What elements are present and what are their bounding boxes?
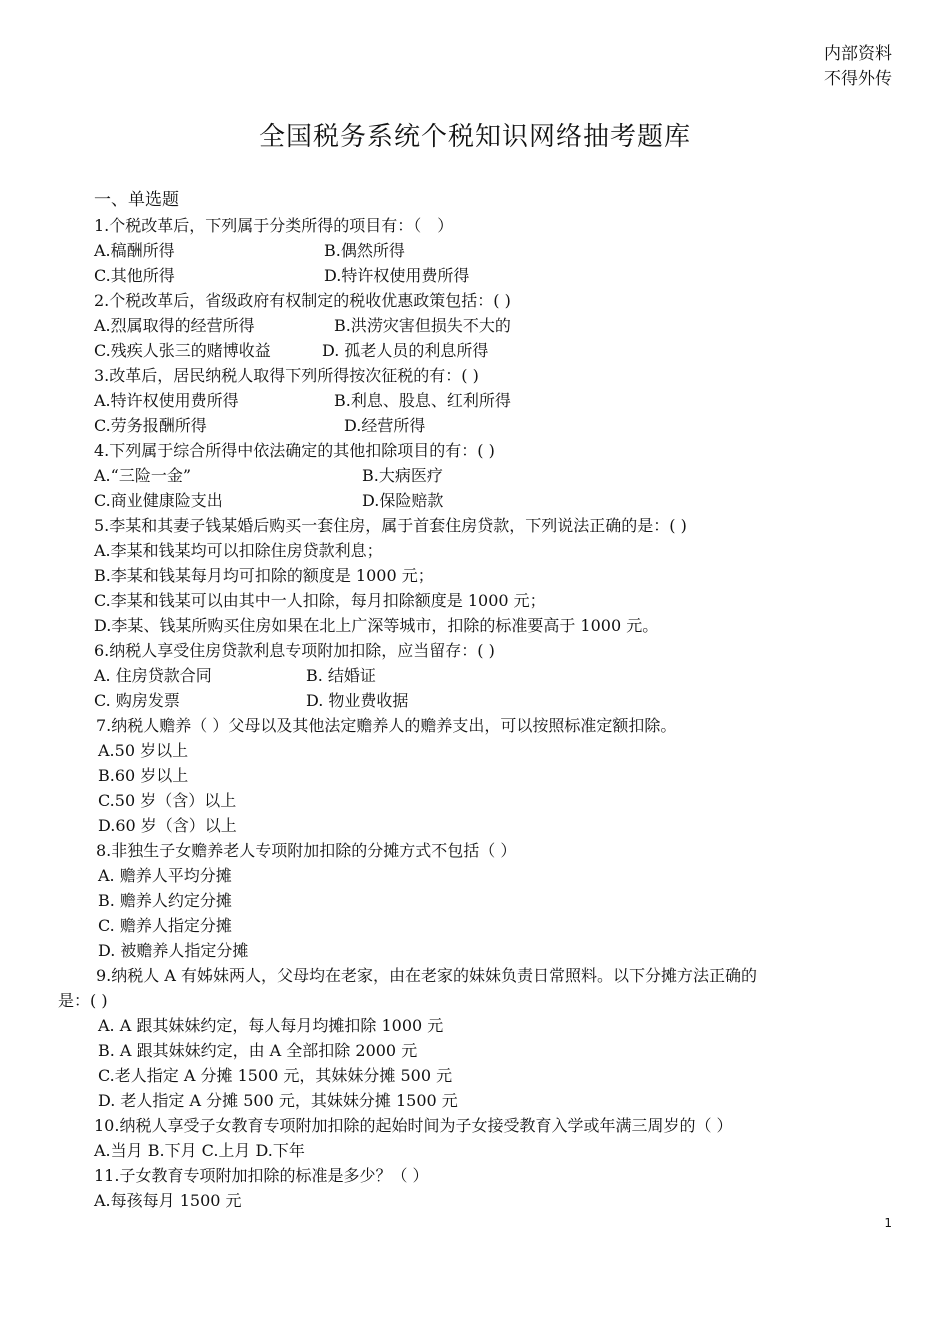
question-8: 8.非独生子女赡养老人专项附加扣除的分摊方式不包括（ ） <box>96 841 517 860</box>
q4-option-a: A.“三险一金” <box>94 466 192 485</box>
question-9: 9.纳税人 A 有姊妹两人，父母均在老家，由在老家的妹妹负责日常照料。以下分摊方法正确的 <box>96 966 757 985</box>
q4-option-b: B.大病医疗 <box>362 466 443 485</box>
q3-option-d: D.经营所得 <box>344 416 426 435</box>
q8-option-c: C. 赡养人指定分摊 <box>98 916 232 935</box>
q1-option-d: D.特许权使用费所得 <box>324 266 470 285</box>
question-2: 2.个税改革后，省级政府有权制定的税收优惠政策包括：( ) <box>94 291 511 310</box>
q5-option-d: D.李某、钱某所购买住房如果在北上广深等城市，扣除的标准要高于 1000 元。 <box>94 616 659 635</box>
q1-option-c: C.其他所得 <box>94 266 175 285</box>
q9-option-a: A. A 跟其妹妹约定，每人每月均摊扣除 1000 元 <box>98 1016 444 1035</box>
q3-option-a: A.特许权使用费所得 <box>94 391 239 410</box>
q8-option-d: D. 被赡养人指定分摊 <box>98 941 249 960</box>
q10-options: A.当月 B.下月 C.上月 D.下年 <box>94 1141 305 1160</box>
q6-options-row-2 <box>58 688 898 713</box>
question-5: 5.李某和其妻子钱某婚后购买一套住房，属于首套住房贷款，下列说法正确的是：( ) <box>94 516 687 535</box>
q6-option-c: C. 购房发票 <box>94 691 180 710</box>
question-10: 10.纳税人享受子女教育专项附加扣除的起始时间为子女接受教育入学或年满三周岁的（ ） <box>94 1116 733 1135</box>
q6-option-b: B. 结婚证 <box>306 666 376 685</box>
q3-option-c: C.劳务报酬所得 <box>94 416 207 435</box>
q7-option-b: B.60 岁以上 <box>98 766 189 785</box>
q8-option-b: B. 赡养人约定分摊 <box>98 891 232 910</box>
q8-option-a: A. 赡养人平均分摊 <box>98 866 232 885</box>
q1-options-row-1 <box>58 238 898 263</box>
q2-options-row-2 <box>58 338 898 363</box>
question-11: 11.子女教育专项附加扣除的标准是多少？（ ） <box>94 1166 429 1185</box>
q5-option-a: A.李某和钱某均可以扣除住房贷款利息； <box>94 541 383 560</box>
q1-options-row-2 <box>58 263 898 288</box>
question-6: 6.纳税人享受住房贷款利息专项附加扣除，应当留存：( ) <box>94 641 495 660</box>
q7-option-a: A.50 岁以上 <box>98 741 189 760</box>
question-1: 1.个税改革后，下列属于分类所得的项目有：（ ） <box>94 216 454 235</box>
q2-option-a: A.烈属取得的经营所得 <box>94 316 255 335</box>
page-number: 1 <box>884 1216 892 1230</box>
confidential-notice <box>824 42 892 92</box>
q4-options-row-1 <box>58 463 898 488</box>
q6-options-row-1 <box>58 663 898 688</box>
q1-option-a: A.稿酬所得 <box>94 241 175 260</box>
q2-options-row-1 <box>58 313 898 338</box>
q2-option-c: C.残疾人张三的赌博收益 <box>94 341 271 360</box>
q3-options-row-2 <box>58 413 898 438</box>
q4-options-row-2 <box>58 488 898 513</box>
question-7: 7.纳税人赡养（ ）父母以及其他法定赡养人的赡养支出，可以按照标准定额扣除。 <box>96 716 677 735</box>
q6-option-d: D. 物业费收据 <box>306 691 409 710</box>
question-9-continued: 是：( ) <box>58 991 108 1010</box>
q7-option-d: D.60 岁（含）以上 <box>98 816 237 835</box>
q4-option-d: D.保险赔款 <box>362 491 444 510</box>
question-4: 4.下列属于综合所得中依法确定的其他扣除项目的有：( ) <box>94 441 495 460</box>
q2-option-b: B.洪涝灾害但损失不大的 <box>334 316 511 335</box>
q6-option-a: A. 住房贷款合同 <box>94 666 212 685</box>
q7-option-c: C.50 岁（含）以上 <box>98 791 237 810</box>
q2-option-d: D. 孤老人员的利息所得 <box>322 341 489 360</box>
q9-option-b: B. A 跟其妹妹约定，由 A 全部扣除 2000 元 <box>98 1041 418 1060</box>
q5-option-b: B.李某和钱某每月均可扣除的额度是 1000 元； <box>94 566 434 585</box>
question-3: 3.改革后，居民纳税人取得下列所得按次征税的有：( ) <box>94 366 479 385</box>
q3-options-row-1 <box>58 388 898 413</box>
q3-option-b: B.利息、股息、红利所得 <box>334 391 511 410</box>
q5-option-c: C.李某和钱某可以由其中一人扣除，每月扣除额度是 1000 元； <box>94 591 546 610</box>
document-title: 全国税务系统个税知识网络抽考题库 <box>258 122 691 152</box>
q9-option-c: C.老人指定 A 分摊 1500 元，其妹妹分摊 500 元 <box>98 1066 453 1085</box>
q1-option-b: B.偶然所得 <box>324 241 405 260</box>
q11-option-a: A.每孩每月 1500 元 <box>94 1191 242 1210</box>
q9-option-d: D. 老人指定 A 分摊 500 元，其妹妹分摊 1500 元 <box>98 1091 458 1110</box>
confidential-line-2: 不得外传 <box>824 69 892 89</box>
question-list <box>58 188 898 1213</box>
confidential-line-1: 内部资料 <box>824 44 892 64</box>
section-heading: 一、单选题 <box>94 190 179 210</box>
q4-option-c: C.商业健康险支出 <box>94 491 223 510</box>
